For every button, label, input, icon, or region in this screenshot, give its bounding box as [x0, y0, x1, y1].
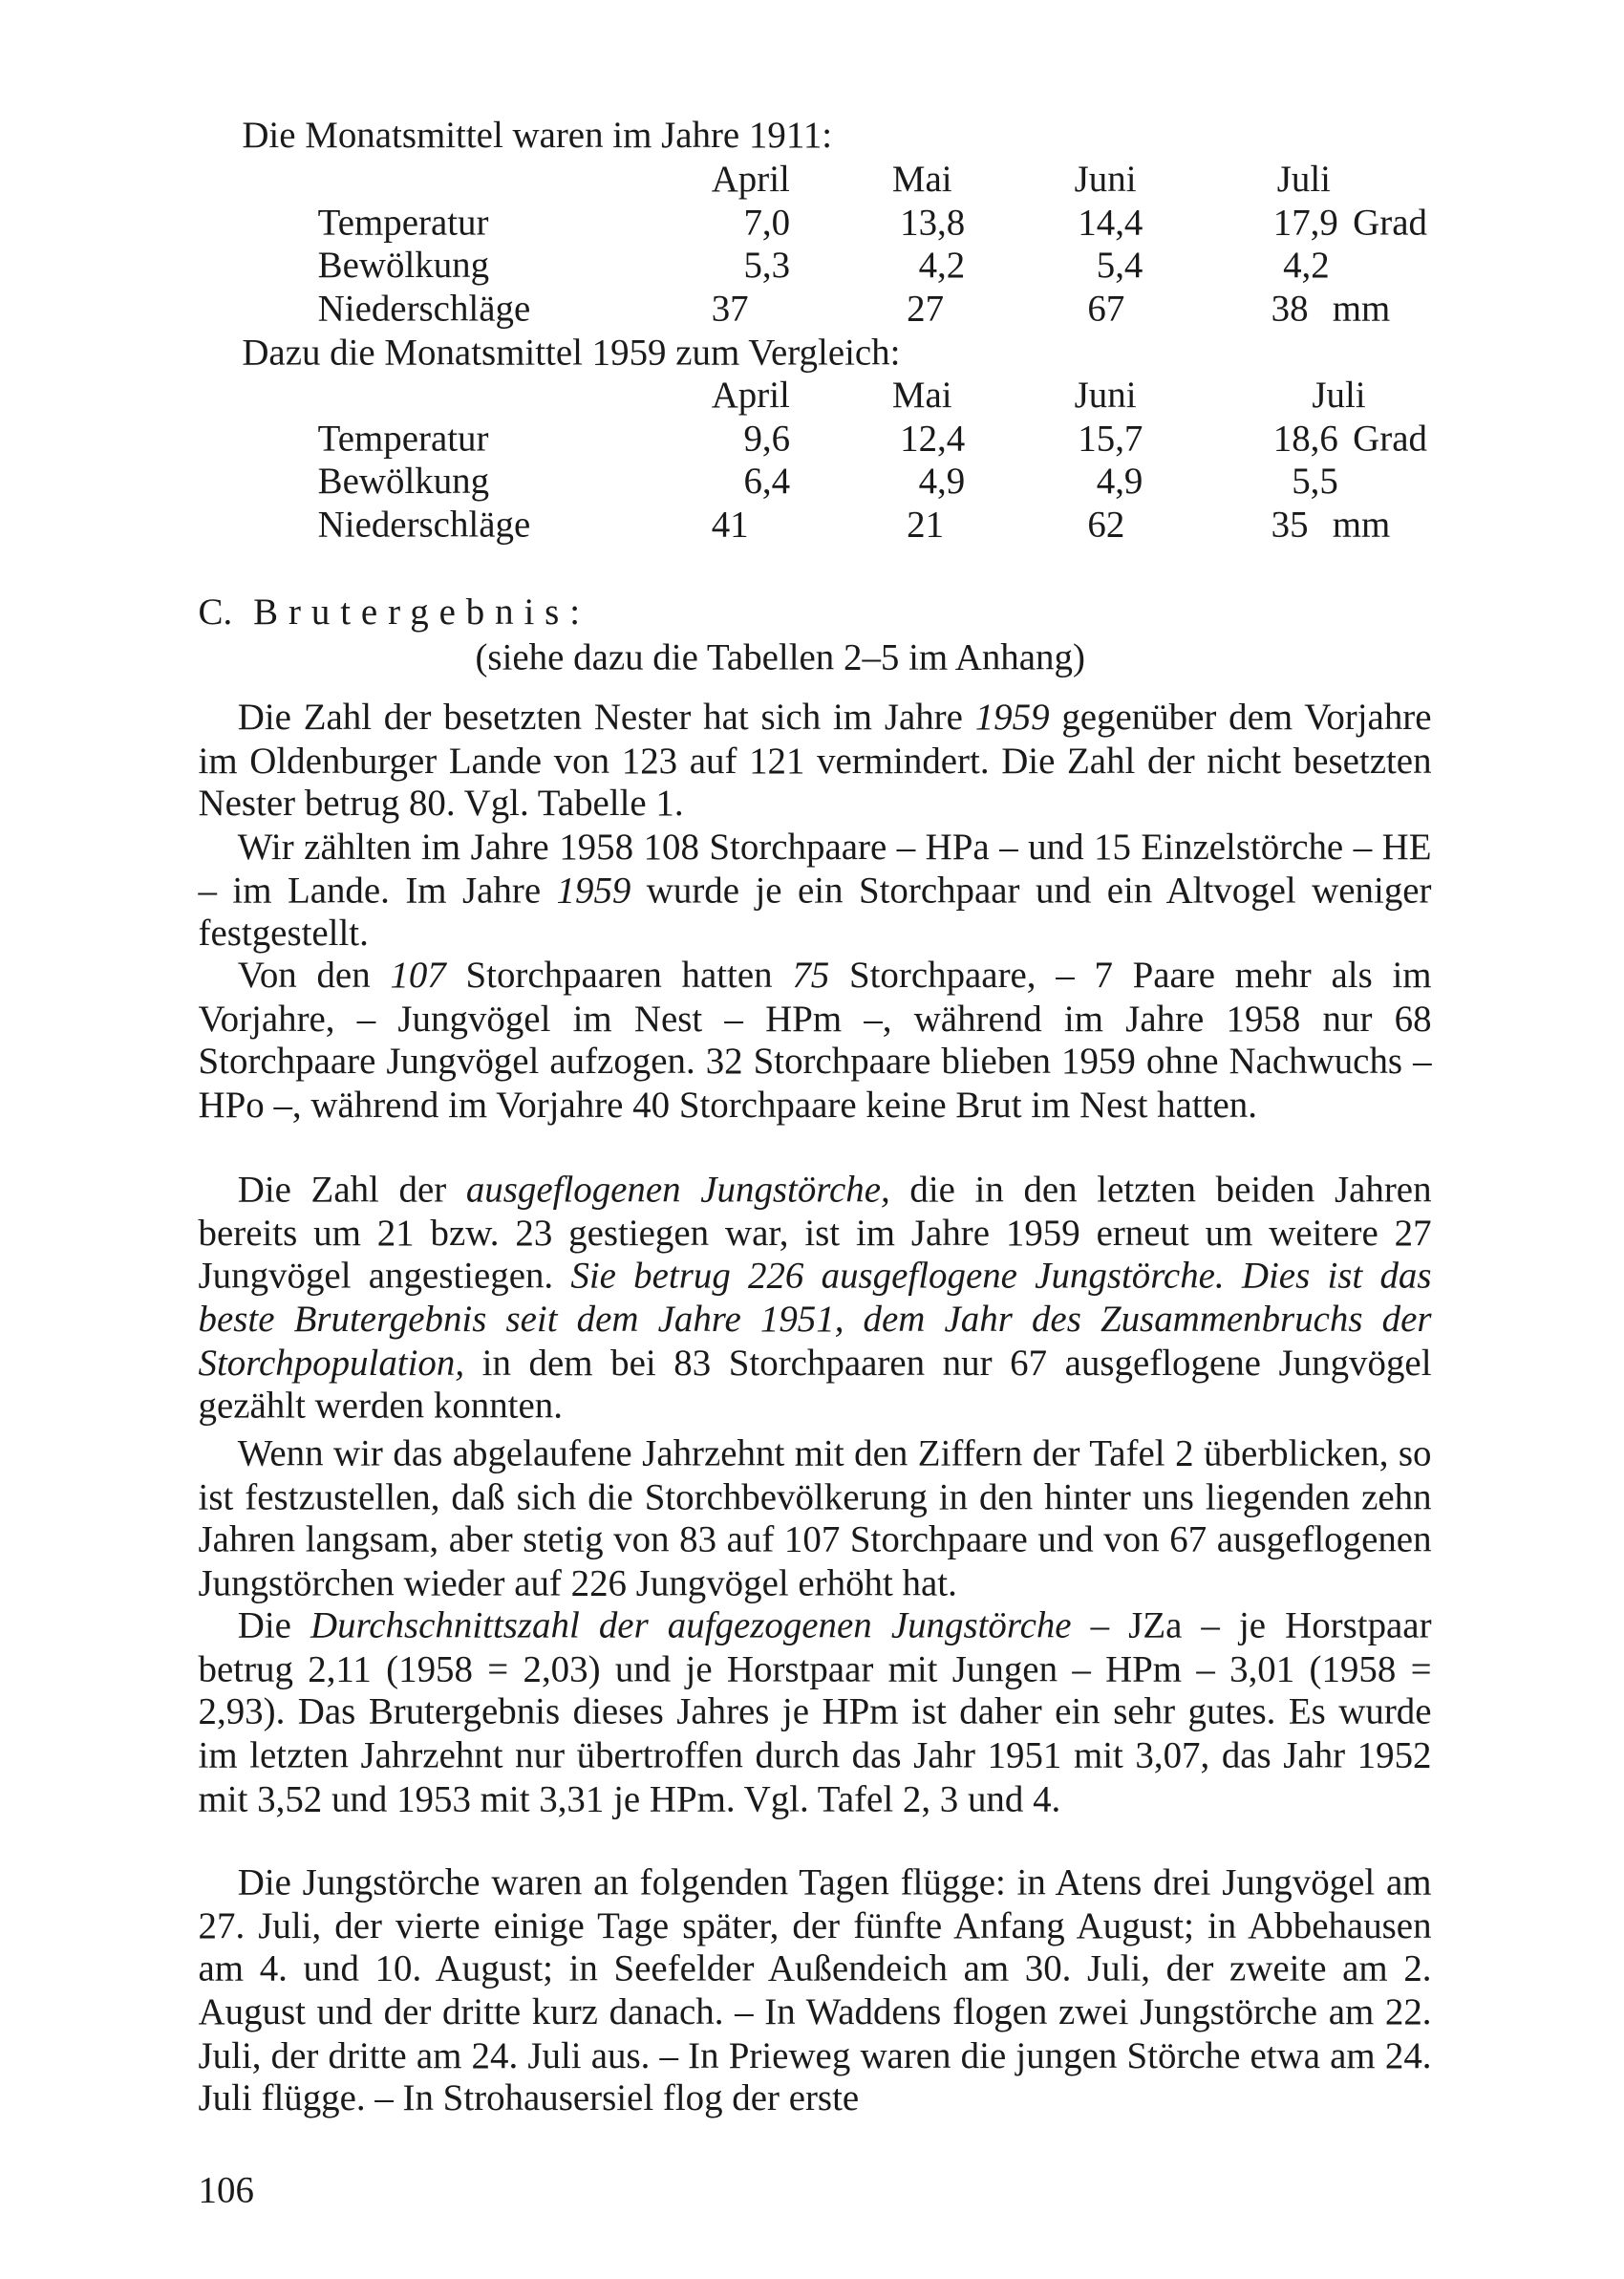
text-run: die in den letzten beiden Jahren bereits um 21 bzw. 23 gestiegen war, ist im Jahre 1959 erneut um weitere 27 Jungvögel angestiegen.	[198, 1168, 1432, 1298]
cell-value: 62	[1087, 503, 1125, 546]
month-header: Juni	[1074, 373, 1137, 416]
text-run: gegenüber dem Vorjahre im Oldenburger Lande von 123 auf 121 vermindert. Die Zahl der nicht besetzten Nester betrug 80. Vgl. Tabelle 1.	[198, 695, 1432, 825]
text-run-italic: ausgeflogenen Jungstörche,	[465, 1168, 890, 1211]
unit-label: mm	[1332, 503, 1391, 546]
text-run: Die Zahl der	[237, 1168, 466, 1211]
section-letter: C.	[198, 591, 233, 634]
row-label: Bewölkung	[317, 459, 490, 502]
page-number: 106	[198, 2168, 254, 2211]
cell-value: 17,9	[1272, 201, 1338, 244]
cell-value: 37	[711, 287, 749, 330]
cell-value: 5,3	[743, 243, 791, 287]
text-run: Storchpaaren hatten	[445, 954, 793, 997]
cell-value: 4,9	[918, 459, 966, 502]
row-label: Bewölkung	[317, 243, 490, 287]
cell-value: 21	[907, 503, 945, 546]
row-label: Niederschläge	[317, 503, 531, 546]
cell-value: 4,9	[1096, 459, 1143, 502]
month-header: Juni	[1074, 157, 1137, 201]
text-run: in dem bei 83 Storchpaaren nur 67 ausgeflogene Jungvögel gezählt werden konnten.	[198, 1341, 1432, 1427]
text-run: Wenn wir das abgelaufene Jahrzehnt mit den Ziffern der Tafel 2 überblicken, so ist festzustellen, daß sich die Storchbevölkerung in den hinter uns liegenden zehn Jahren langsam, aber stetig von 83 auf 107 Storchpaare und von 67 ausgeflogenen Jungstörchen wieder auf 226 Jungvögel erhöht hat.	[198, 1431, 1432, 1604]
text-run-italic: 107	[390, 954, 446, 997]
paragraph	[199, 1604, 1432, 1820]
cell-value: 5,4	[1096, 243, 1143, 287]
section-heading	[199, 591, 590, 634]
unit-label: Grad	[1353, 201, 1427, 244]
text-run-italic: 1959	[556, 868, 631, 912]
cell-value: 41	[711, 503, 749, 546]
cell-value: 38	[1271, 287, 1309, 330]
text-run: Von den	[237, 954, 391, 997]
cell-value: 4,2	[1283, 243, 1330, 287]
month-header: Mai	[891, 373, 952, 416]
month-header: Mai	[891, 157, 952, 201]
cell-value: 15,7	[1078, 417, 1143, 460]
paragraph	[199, 1168, 1432, 1428]
row-label: Temperatur	[317, 201, 489, 244]
paragraph	[199, 954, 1432, 1127]
cell-value: 9,6	[743, 417, 791, 460]
text-run-italic: Durchschnittszahl der aufgezogenen Jungstörche	[310, 1603, 1072, 1646]
month-header: April	[711, 157, 790, 201]
cell-value: 4,2	[918, 243, 966, 287]
section-title: Brutergebnis:	[253, 591, 590, 634]
text-run: wurde je ein Storchpaar und ein Altvogel weniger festgestellt.	[198, 868, 1432, 955]
cell-value: 67	[1087, 287, 1125, 330]
cell-value: 27	[907, 287, 945, 330]
section-subtitle: (siehe dazu die Tabellen 2–5 im Anhang)	[475, 635, 1085, 678]
month-header: Juli	[1276, 157, 1331, 201]
cell-value: 13,8	[900, 201, 966, 244]
paragraph	[199, 1860, 1432, 2120]
cell-value: 18,6	[1272, 417, 1338, 460]
unit-label: mm	[1332, 287, 1391, 330]
unit-label: Grad	[1353, 417, 1427, 460]
row-label: Niederschläge	[317, 287, 531, 330]
cell-value: 7,0	[743, 201, 791, 244]
paragraph	[199, 696, 1432, 826]
cell-value: 5,5	[1292, 459, 1338, 502]
text-run: Die Jungstörche waren an folgenden Tagen flügge: in Atens drei Jungvögel am 27. Juli, der vierte einige Tage später, der fünfte Anfang August; in Abbehausen am 4. und 10. August; in Seefelder Außendeich am 30. Juli, der zweite am 2. August und der dritte kurz danach. – In Waddens flogen zwei Jungstörche am 22. Juli, der dritte am 24. Juli aus. – In Prieweg waren die jungen Störche etwa am 24. Juli flügge. – In Strohausersiel flog der erste	[198, 1860, 1432, 2119]
text-run: Die Zahl der besetzten Nester hat sich im Jahre	[237, 695, 975, 739]
text-run: – JZa – je Horstpaar betrug 2,11 (1958 = 2,03) und je Horstpaar mit Jungen – HPm – 3,01 (1958 = 2,93). Das Brutergebnis dieses Jahres je HPm ist daher ein sehr gutes. Es wurde im letzten Jahrzehnt nur übertroffen durch das Jahr 1951 mit 3,07, das Jahr 1952 mit 3,52 und 1953 mit 3,31 je HPm. Vgl. Tafel 2, 3 und 4.	[198, 1603, 1432, 1819]
row-label: Temperatur	[317, 417, 489, 460]
month-header: April	[711, 373, 790, 416]
text-run-italic: 75	[792, 954, 830, 997]
text-run: Wir zählten im Jahre 1958 108 Storchpaare – HPa – und 15 Einzelstörche – HE – im Lande. Im Jahre	[198, 825, 1432, 912]
cell-value: 14,4	[1078, 201, 1143, 244]
text-run: Die	[237, 1603, 311, 1646]
text-run: Storchpaare, – 7 Paare mehr als im Vorjahre, – Jungvögel im Nest – HPm –, während im Jahre 1958 nur 68 Storchpaare Jungvögel aufzogen. 32 Storchpaare blieben 1959 ohne Nachwuchs – HPo –, während im Vorjahre 40 Storchpaare keine Brut im Nest hatten.	[198, 954, 1432, 1127]
cell-value: 12,4	[900, 417, 966, 460]
paragraph	[199, 826, 1432, 956]
paragraph	[199, 1432, 1432, 1605]
text-run-italic: 1959	[974, 695, 1050, 739]
intro-1911: Die Monatsmittel waren im Jahre 1911:	[242, 114, 833, 157]
cell-value: 35	[1271, 503, 1309, 546]
text-run-italic: Sie betrug 226 ausgeflogene Jungstörche. Dies ist das beste Brutergebnis seit dem Jahre 1951, dem Jahr des Zusammenbruchs der Storchpopulation,	[198, 1254, 1432, 1384]
month-header: Juli	[1312, 373, 1366, 416]
cell-value: 6,4	[743, 459, 791, 502]
intro-1959: Dazu die Monatsmittel 1959 zum Vergleich:	[242, 331, 901, 374]
